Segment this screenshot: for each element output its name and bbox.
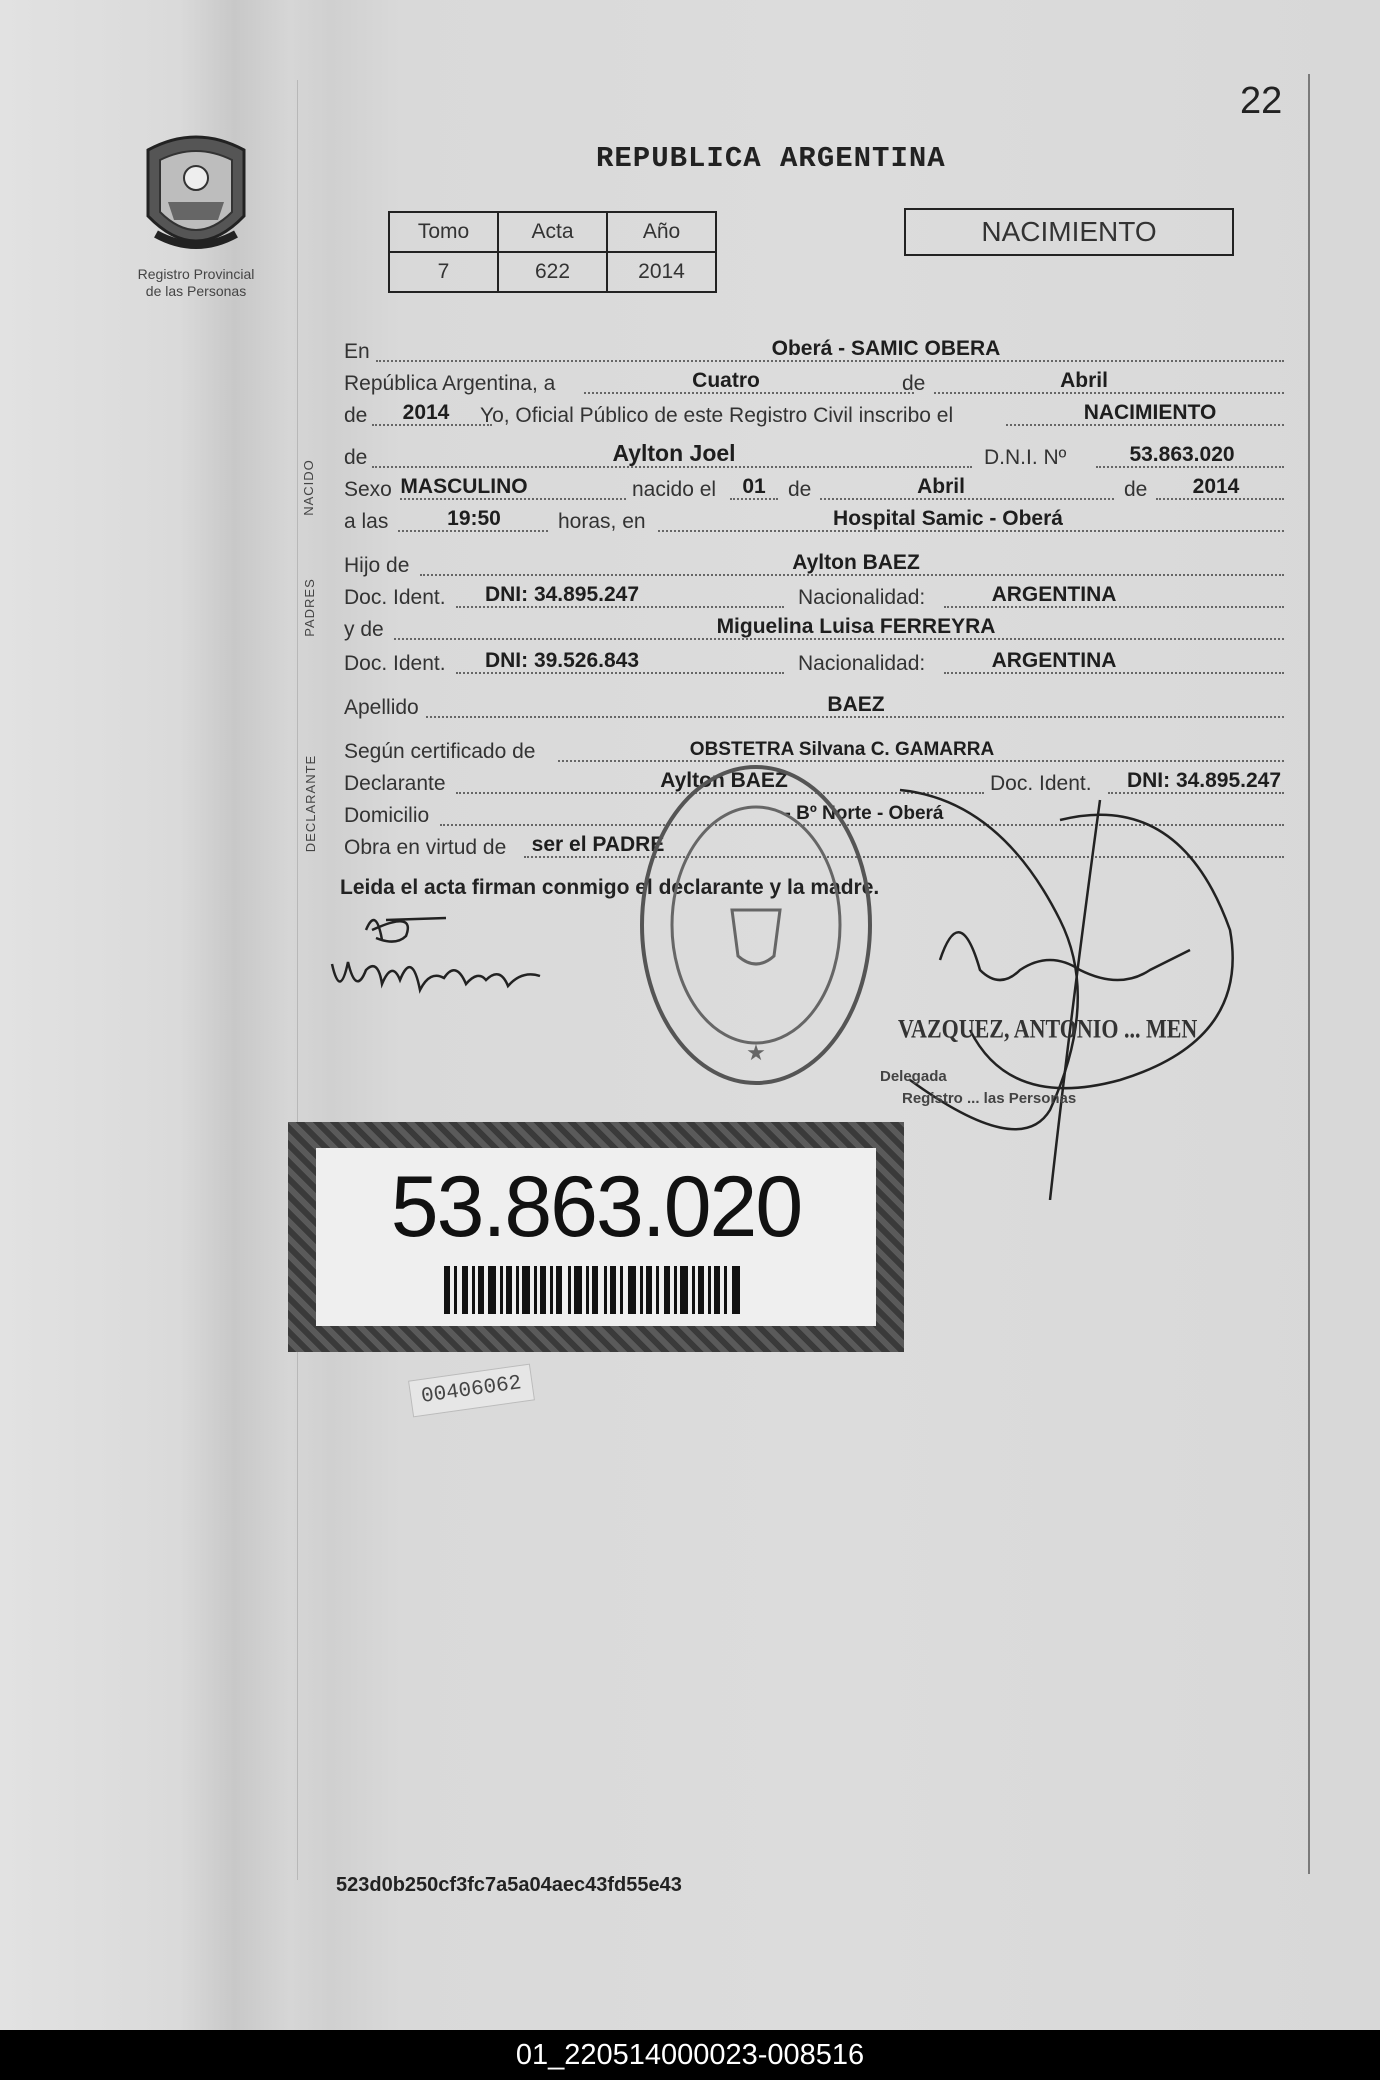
time-label: a las (344, 510, 389, 533)
registry-caption (118, 266, 274, 300)
mother-doc-value: DNI: 39.526.843 (484, 649, 640, 672)
form-line-child-name (344, 440, 1284, 472)
registry-caption-line2: de las Personas (145, 283, 247, 299)
born-label: nacido el (632, 478, 717, 501)
birth-place-value: Hospital Samic - Oberá (833, 507, 1063, 530)
birth-month-value: Abril (917, 475, 965, 498)
form-line-year (344, 402, 1284, 430)
section-label-nacido: NACIDO (300, 459, 316, 516)
child-dni-value: 53.863.020 (1129, 443, 1235, 466)
form-line-place (344, 338, 1284, 366)
father-nationality-label: Nacionalidad: (798, 586, 926, 609)
form-line-father-doc (344, 584, 1284, 612)
birth-de2-label: de (1124, 478, 1148, 501)
mother-name-value: Miguelina Luisa FERREYRA (716, 615, 996, 638)
section-label-padres: PADRES (301, 578, 317, 637)
certificate-value: OBSTETRA Silvana C. GAMARRA (689, 739, 995, 760)
inscription-type-value: NACIMIENTO (1083, 401, 1217, 424)
record-value-acta: 622 (498, 252, 607, 292)
birth-day-value: 01 (742, 475, 766, 498)
left-margin-rule (297, 80, 298, 1880)
declarant-label: Declarante (344, 772, 446, 795)
father-doc-label: Doc. Ident. (344, 586, 446, 609)
place-time-label: horas, en (558, 510, 646, 533)
mother-nationality-label: Nacionalidad: (798, 652, 926, 675)
registry-caption-line1: Registro Provincial (137, 266, 255, 282)
form-line-mother-doc (344, 650, 1284, 678)
address-value: - Bº Norte - Oberá (784, 803, 944, 824)
record-value-ano: 2014 (607, 252, 716, 292)
form-line-father (344, 552, 1284, 580)
country-title: REPUBLICA ARGENTINA (596, 142, 946, 175)
closing-statement: Leida el acta firman conmigo el declarante y la madre. (340, 876, 880, 899)
control-number-tag: 00406062 (408, 1364, 535, 1418)
acts-value: ser el PADRE (531, 833, 665, 856)
mother-doc-label: Doc. Ident. (344, 652, 446, 675)
mother-label: y de (344, 618, 384, 641)
form-line-date (344, 370, 1284, 398)
sex-value: MASCULINO (400, 475, 528, 498)
address-label: Domicilio (344, 804, 430, 827)
record-table (388, 211, 717, 293)
record-header-ano: Año (607, 212, 716, 252)
declarant-name-value: Aylton BAEZ (660, 769, 788, 792)
certificate-label: Según certificado de (344, 740, 536, 763)
official-name: VAZQUEZ, ANTONIO ... MEN (898, 1013, 1198, 1044)
declarant-signature (326, 900, 556, 1010)
birth-time-value: 19:50 (447, 507, 501, 530)
page-number: 22 (1240, 80, 1283, 122)
birth-de1-label: de (788, 478, 812, 501)
surname-label: Apellido (344, 696, 419, 719)
declarant-doc-value: DNI: 34.895.247 (1126, 769, 1282, 792)
place-label: En (344, 340, 370, 363)
surname-value: BAEZ (827, 693, 885, 716)
barcode-sticker (288, 1122, 904, 1352)
dotted-rule (820, 498, 1114, 500)
form-line-surname (344, 694, 1284, 722)
father-nationality-value: ARGENTINA (991, 583, 1117, 606)
section-label-declarante: DECLARANTE (303, 754, 319, 853)
form-line-mother (344, 616, 1284, 644)
record-header-acta: Acta (498, 212, 607, 252)
right-margin-rule (1308, 74, 1310, 1874)
form-line-time (344, 508, 1284, 536)
sex-label: Sexo (344, 478, 392, 501)
registry-seal-stamp (636, 760, 876, 1090)
svg-text:★: ★ (746, 1040, 766, 1065)
father-label: Hijo de (344, 554, 410, 577)
day-value: Cuatro (692, 369, 760, 392)
officer-text: Yo, Oficial Público de este Registro Civil inscribo el (480, 404, 954, 427)
republic-label: República Argentina, a (344, 372, 556, 395)
record-type-box: NACIMIENTO (904, 208, 1234, 256)
barcode-icon (444, 1266, 744, 1314)
acts-label: Obra en virtud de (344, 836, 507, 859)
declarant-doc-label: Doc. Ident. (990, 772, 1092, 795)
birth-year-value: 2014 (1192, 475, 1240, 498)
official-signature (850, 780, 1270, 1200)
year-prefix-label: de (344, 404, 368, 427)
child-name-value: Aylton Joel (612, 440, 736, 466)
father-name-value: Aylton BAEZ (792, 551, 920, 574)
dni-label: D.N.I. Nº (984, 446, 1067, 469)
barcode-sticker-label (316, 1148, 876, 1326)
record-value-tomo: 7 (389, 252, 498, 292)
official-subtitle: Registro ... las Personas (902, 1090, 1077, 1107)
dotted-rule (934, 392, 1284, 394)
de-label: de (902, 372, 926, 395)
document-hash: 523d0b250cf3fc7a5a04aec43fd55e43 (336, 1874, 682, 1896)
provincial-crest-icon (138, 130, 254, 266)
year-value: 2014 (402, 401, 450, 424)
sticker-id-number: 53.863.020 (390, 1159, 802, 1255)
record-value-row (389, 252, 716, 292)
mother-nationality-value: ARGENTINA (991, 649, 1117, 672)
record-header-tomo: Tomo (389, 212, 498, 252)
place-value: Oberá - SAMIC OBERA (771, 337, 1001, 360)
month-value: Abril (1060, 369, 1108, 392)
father-doc-value: DNI: 34.895.247 (484, 583, 640, 606)
form-line-sex (344, 476, 1284, 504)
record-header-row (389, 212, 716, 252)
child-label: de (344, 446, 368, 469)
official-title: Delegada (880, 1068, 947, 1085)
footer-file-code: 01_220514000023-008516 (515, 2039, 865, 2071)
